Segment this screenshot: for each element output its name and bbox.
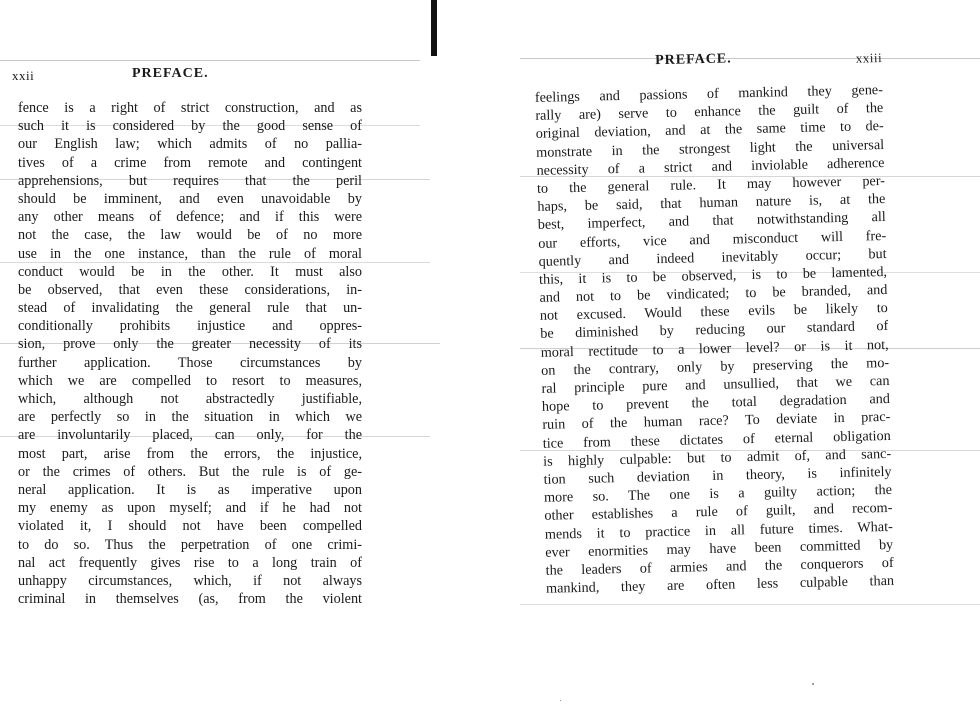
text-line: on the contrary, only by preserving the mo- (540, 354, 890, 379)
text-line: which, although not abstractedly justifiable, (18, 391, 362, 407)
text-line: are perfectly so in the situation in which we (18, 409, 362, 426)
text-line: conditionally prohibits injustice and oppres- (18, 318, 362, 335)
scan-artifact-line (520, 604, 980, 605)
text-line: tives of a crime from remote and contingent (18, 154, 362, 171)
left-page-body (12, 99, 362, 608)
text-line: ruin of the human race? To deviate in prac- (542, 409, 891, 434)
right-running-title: PREFACE. (654, 51, 732, 69)
text-line: tion such deviation in theory, is infinitely (543, 463, 892, 488)
text-line: this, it is to be observed, is to be lamented, (538, 263, 888, 288)
text-line: or the crimes of others. But the rule is of ge- (18, 463, 362, 480)
text-line: fence is a right of strict construction, and as (18, 100, 362, 116)
text-line: monstrate in the strongest light the universal (536, 136, 885, 161)
right-page-number: xxiii (855, 50, 883, 66)
text-line: most part, arise from the errors, the injustice, (18, 445, 362, 462)
text-line: violated it, I should not have been compelled (18, 518, 362, 535)
text-line: our English law; which admits of no pallia- (18, 136, 362, 153)
text-line: not excused. Would these evils be likely to (539, 300, 888, 325)
text-line: necessity of a strict and inviolable adherence (536, 154, 885, 179)
text-line: neral application. It is as imperative upon (18, 481, 362, 498)
text-line: apprehensions, but requires that the peril (18, 172, 362, 189)
text-line: unhappy circumstances, which, if not always (18, 572, 362, 589)
text-line: hope to prevent the total degradation and (541, 391, 891, 416)
text-line: the leaders of armies and the conquerors of (545, 554, 894, 579)
text-line: is highly culpable: but to admit of, and sanc- (543, 445, 892, 470)
text-line: which we are compelled to resort to measures, (18, 372, 362, 389)
text-line: tice from these dictates of eternal obligation (542, 427, 891, 452)
text-line: be diminished by reducing our standard of (540, 318, 889, 343)
text-line: are involuntarily placed, can only, for the (18, 427, 362, 444)
text-line: feelings and passions of mankind they gene- (534, 82, 884, 106)
left-running-title: PREFACE. (132, 66, 209, 81)
text-line: mankind, they are often less culpable than (545, 572, 895, 597)
text-line: original deviation, and at the same time to de- (535, 118, 884, 143)
left-page-number: xxii (12, 68, 35, 83)
text-line: haps, be said, that human nature is, at the (537, 191, 886, 215)
text-line: ral principle pure and unsullied, that we can (541, 372, 890, 397)
right-page-body (531, 81, 894, 598)
text-line: not the case, the law would be of no more (18, 227, 362, 244)
text-line: my enemy as upon myself; and if he had not (18, 500, 362, 517)
text-line: mends it to practice in all future times. What- (544, 518, 893, 543)
text-line: should be imminent, and even unavoidable by (18, 190, 362, 207)
text-line: such it is considered by the good sense of (18, 118, 362, 135)
text-line: criminal in themselves (as, from the violent (18, 591, 362, 608)
text-line: more so. The one is a guilty action; the (543, 482, 893, 506)
text-line: ever enormities may have been committed by (545, 536, 894, 561)
text-line: conduct would be in the other. It must also (18, 263, 362, 280)
text-line: use in the one instance, than the rule of moral (18, 245, 362, 262)
dust-speck (812, 683, 814, 685)
right-page (530, 48, 894, 598)
left-page (12, 66, 362, 608)
text-line: best, imperfect, and that notwithstanding all (537, 209, 886, 234)
binding-gutter (431, 0, 437, 56)
text-line: and not to be vindicated; to be branded, and (539, 282, 888, 306)
left-running-head (12, 66, 362, 88)
text-line: rally are) serve to enhance the guilt of the (535, 100, 884, 125)
text-line: to do so. Thus the perpetration of one crimi- (18, 536, 362, 553)
text-line: other establishes a rule of guilt, and recom- (544, 500, 893, 525)
text-line: quently and indeed inevitably occur; but (538, 245, 887, 270)
text-line: be observed, that even these considerations, in- (18, 281, 362, 298)
text-line: any other means of defence; and if this were (18, 209, 362, 226)
dust-speck (560, 700, 561, 701)
text-line: stead of invalidating the general rule that un- (18, 300, 362, 317)
right-running-head (530, 48, 882, 78)
text-line: moral rectitude to a lower level? or is it not, (540, 336, 889, 361)
text-line: our efforts, vice and misconduct will fre- (538, 227, 887, 252)
text-line: further application. Those circumstances by (18, 354, 362, 371)
text-line: to the general rule. It may however per- (536, 172, 886, 197)
scan-artifact-line (0, 60, 420, 61)
text-line: nal act frequently gives rise to a long train of (18, 554, 362, 571)
text-line: sion, prove only the greater necessity of its (18, 336, 362, 353)
